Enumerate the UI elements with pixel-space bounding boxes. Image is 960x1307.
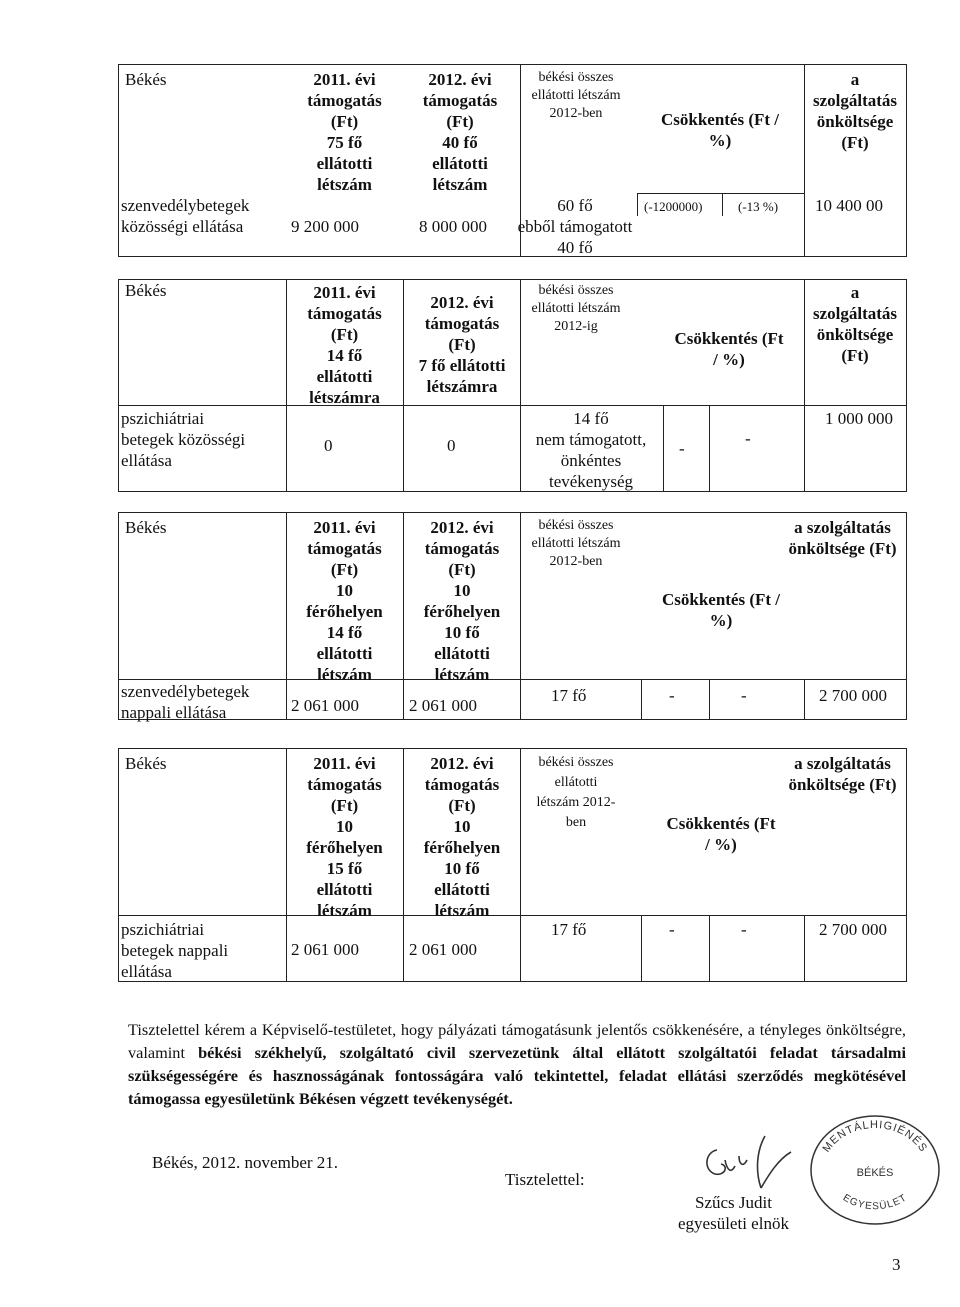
col-2011-header: 2011. évi támogatás (Ft) 10 férőhelyen 15 fő ellátotti létszám: [306, 754, 383, 920]
value-2011: 0: [324, 436, 333, 455]
service-label: pszichiátriai betegek nappali ellátása: [121, 920, 229, 981]
cost-value: 10 400 00: [815, 196, 883, 215]
total-value: 17 fő: [551, 686, 587, 705]
value-2012: 2 061 000: [409, 940, 477, 959]
svg-text:MENTÁLHIGIÉNÉS: MENTÁLHIGIÉNÉS: [820, 1118, 930, 1155]
location-label: Békés: [125, 281, 167, 300]
col-2012-header: 2012. évi támogatás (Ft) 10 férőhelyen 10 fő ellátotti létszám: [423, 518, 501, 684]
closing-bold-text: békési székhelyű, szolgáltató civil szervezetünk által ellátott szolgáltatói feladat társadalmi szükségességére és hasznosságának fontosságára való tekintettel, feladat ellátási szerződés megkötésével támogassa egyesületünk Békésen végzett tevékenységét.: [128, 1043, 906, 1108]
value-2012: 2 061 000: [409, 696, 477, 715]
closing-plain-text: Tisztelettel kérem a Képviselő-testületet, hogy pályázati támogatásunk jelentős csökkenésére, a tényleges önköltségre, valamint: [128, 1020, 906, 1062]
decrease-header: Csökkentés (Ft / %): [661, 590, 781, 630]
cost-header: a szolgáltatás önköltsége (Ft): [788, 518, 897, 558]
decrease-ft: -: [669, 686, 675, 705]
regards-label: Tisztelettel:: [505, 1170, 585, 1189]
decrease-header: Csökkentés (Ft / %): [660, 110, 780, 150]
decrease-pct: -: [741, 920, 747, 939]
total-value: 17 fő: [551, 920, 587, 939]
table-2: [118, 279, 907, 492]
decrease-header: Csökkentés (Ft / %): [674, 329, 784, 369]
location-label: Békés: [125, 754, 167, 773]
service-label: szenvedélybetegek nappali ellátása: [121, 682, 250, 722]
decrease-ft: -: [679, 439, 685, 458]
value-2011: 2 061 000: [291, 696, 359, 715]
value-2011: 9 200 000: [291, 217, 359, 236]
decrease-header: Csökkentés (Ft / %): [666, 814, 776, 854]
decrease-cells: [637, 193, 805, 216]
service-label: szenvedélybetegek közösségi ellátása: [121, 196, 250, 236]
decrease-pct: -: [741, 686, 747, 705]
cost-header: a szolgáltatás önköltsége (Ft): [812, 283, 898, 365]
col-2011-header: 2011. évi támogatás (Ft) 10 férőhelyen 14 fő ellátotti létszám: [306, 518, 383, 684]
total-header: békési összes ellátotti létszám 2012-ben: [531, 518, 621, 569]
table-1: [118, 64, 907, 257]
cost-header: a szolgáltatás önköltsége (Ft): [812, 70, 898, 152]
location-label: Békés: [125, 518, 167, 537]
value-2011: 2 061 000: [291, 940, 359, 959]
value-2012: 8 000 000: [419, 217, 487, 236]
decrease-ft: -: [669, 920, 675, 939]
decrease-pct: -: [745, 429, 751, 448]
total-header: békési összes ellátotti létszám 2012-ben: [531, 70, 621, 121]
cost-value: 2 700 000: [819, 920, 887, 939]
cost-value: 2 700 000: [819, 686, 887, 705]
closing-paragraph: [128, 1018, 906, 1110]
svg-text:BÉKÉS: BÉKÉS: [856, 1167, 894, 1179]
decrease-pct: (-13 %): [738, 199, 779, 214]
svg-text:EGYESÜLET: EGYESÜLET: [840, 1192, 910, 1213]
col-2011-header: 2011. évi támogatás (Ft) 14 fő ellátotti létszámra: [307, 283, 382, 407]
signer-name: Szűcs Judit: [695, 1193, 772, 1212]
col-2012-header: 2012. évi támogatás (Ft) 7 fő ellátotti létszámra: [418, 293, 506, 396]
stamp: [805, 1110, 945, 1230]
service-label: pszichiátriai betegek közösségi ellátása: [121, 409, 246, 470]
place-date: Békés, 2012. november 21.: [152, 1153, 339, 1172]
col-2011-header: 2011. évi támogatás (Ft) 75 fő ellátotti létszám: [307, 70, 382, 194]
table-4: [118, 748, 907, 982]
total-value: 14 fő nem támogatott, önkéntes tevékenység: [535, 409, 647, 491]
signer-title: egyesületi elnök: [678, 1214, 789, 1233]
decrease-ft: (-1200000): [644, 199, 703, 214]
cost-header: a szolgáltatás önköltsége (Ft): [788, 754, 897, 794]
location-label: Békés: [125, 70, 167, 89]
value-2012: 0: [447, 436, 456, 455]
page-number: 3: [892, 1255, 901, 1274]
signature: [695, 1130, 805, 1200]
col-2012-header: 2012. évi támogatás (Ft) 10 férőhelyen 10 fő ellátotti létszám: [423, 754, 501, 920]
table-3: [118, 512, 907, 720]
total-header: békési összes ellátotti létszám 2012-ig: [531, 283, 621, 334]
cost-value: 1 000 000: [825, 409, 893, 428]
col-2012-header: 2012. évi támogatás (Ft) 40 fő ellátotti létszám: [422, 70, 498, 194]
total-header: békési összes ellátotti létszám 2012- ben: [536, 755, 616, 830]
total-value: 60 fő ebből támogatott 40 fő: [517, 196, 633, 257]
